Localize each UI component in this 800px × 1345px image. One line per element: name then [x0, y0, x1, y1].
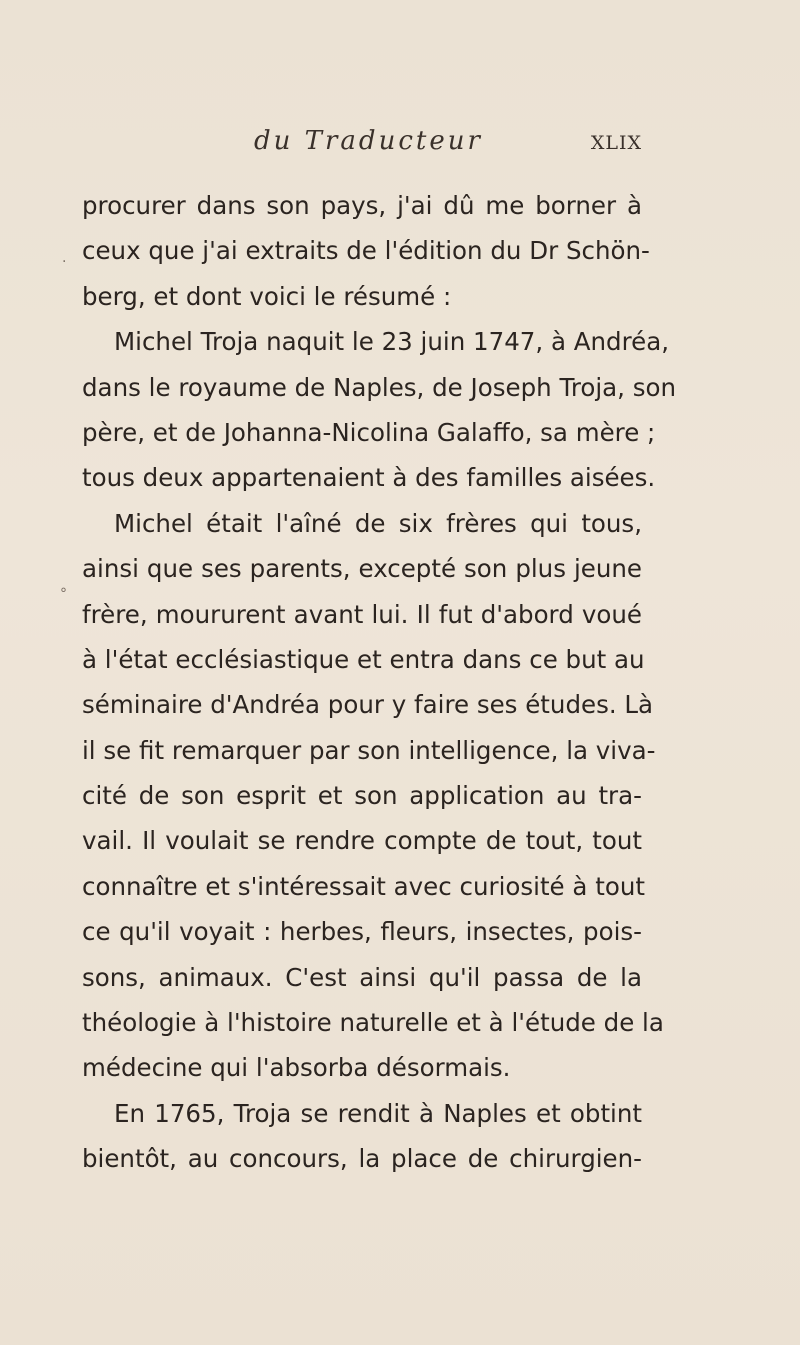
- page-number: XLIX: [590, 132, 642, 154]
- body-text: [82, 183, 677, 1182]
- text-line: ainsi que ses parents, excepté son plus jeune: [82, 554, 642, 584]
- text-line: ce qu'il voyait : herbes, fleurs, insectes, pois-: [82, 917, 642, 947]
- paragraph-start-line: En 1765, Troja se rendit à Naples et obtint: [114, 1098, 642, 1128]
- paragraph-start-line: Michel Troja naquit le 23 juin 1747, à Andréa,: [114, 327, 669, 357]
- text-line: frère, moururent avant lui. Il fut d'abord voué: [82, 599, 642, 629]
- text-line: sons, animaux. C'est ainsi qu'il passa de la: [82, 962, 642, 992]
- margin-speck: °: [60, 586, 67, 602]
- text-line: dans le royaume de Naples, de Joseph Troja, son: [82, 372, 677, 402]
- text-line: à l'état ecclésiastique et entra dans ce but au: [82, 644, 645, 674]
- text-line: connaître et s'intéressait avec curiosité à tout: [82, 871, 645, 901]
- paragraph-start-line: Michel était l'aîné de six frères qui tous,: [114, 508, 642, 538]
- text-line: berg, et dont voici le résumé :: [82, 281, 452, 311]
- text-line: ceux que j'ai extraits de l'édition du Dr Schön-: [82, 236, 650, 266]
- text-line: procurer dans son pays, j'ai dû me borner à: [82, 191, 642, 220]
- margin-speck: .: [62, 250, 67, 266]
- running-title: du Traducteur: [254, 126, 483, 156]
- text-line: tous deux appartenaient à des familles aisées.: [82, 463, 656, 493]
- text-line: théologie à l'histoire naturelle et à l'étude de la: [82, 1008, 664, 1038]
- text-line: séminaire d'Andréa pour y faire ses études. Là: [82, 690, 654, 720]
- page-header: [82, 126, 642, 166]
- text-line: cité de son esprit et son application au tra-: [82, 781, 642, 811]
- text-line: vail. Il voulait se rendre compte de tout, tout: [82, 826, 642, 856]
- text-line: père, et de Johanna-Nicolina Galaffo, sa mère ;: [82, 417, 656, 447]
- text-line: médecine qui l'absorba désormais.: [82, 1053, 511, 1083]
- text-line: bientôt, au concours, la place de chirurgien-: [82, 1144, 642, 1174]
- text-line: il se fit remarquer par son intelligence, la viva-: [82, 735, 656, 765]
